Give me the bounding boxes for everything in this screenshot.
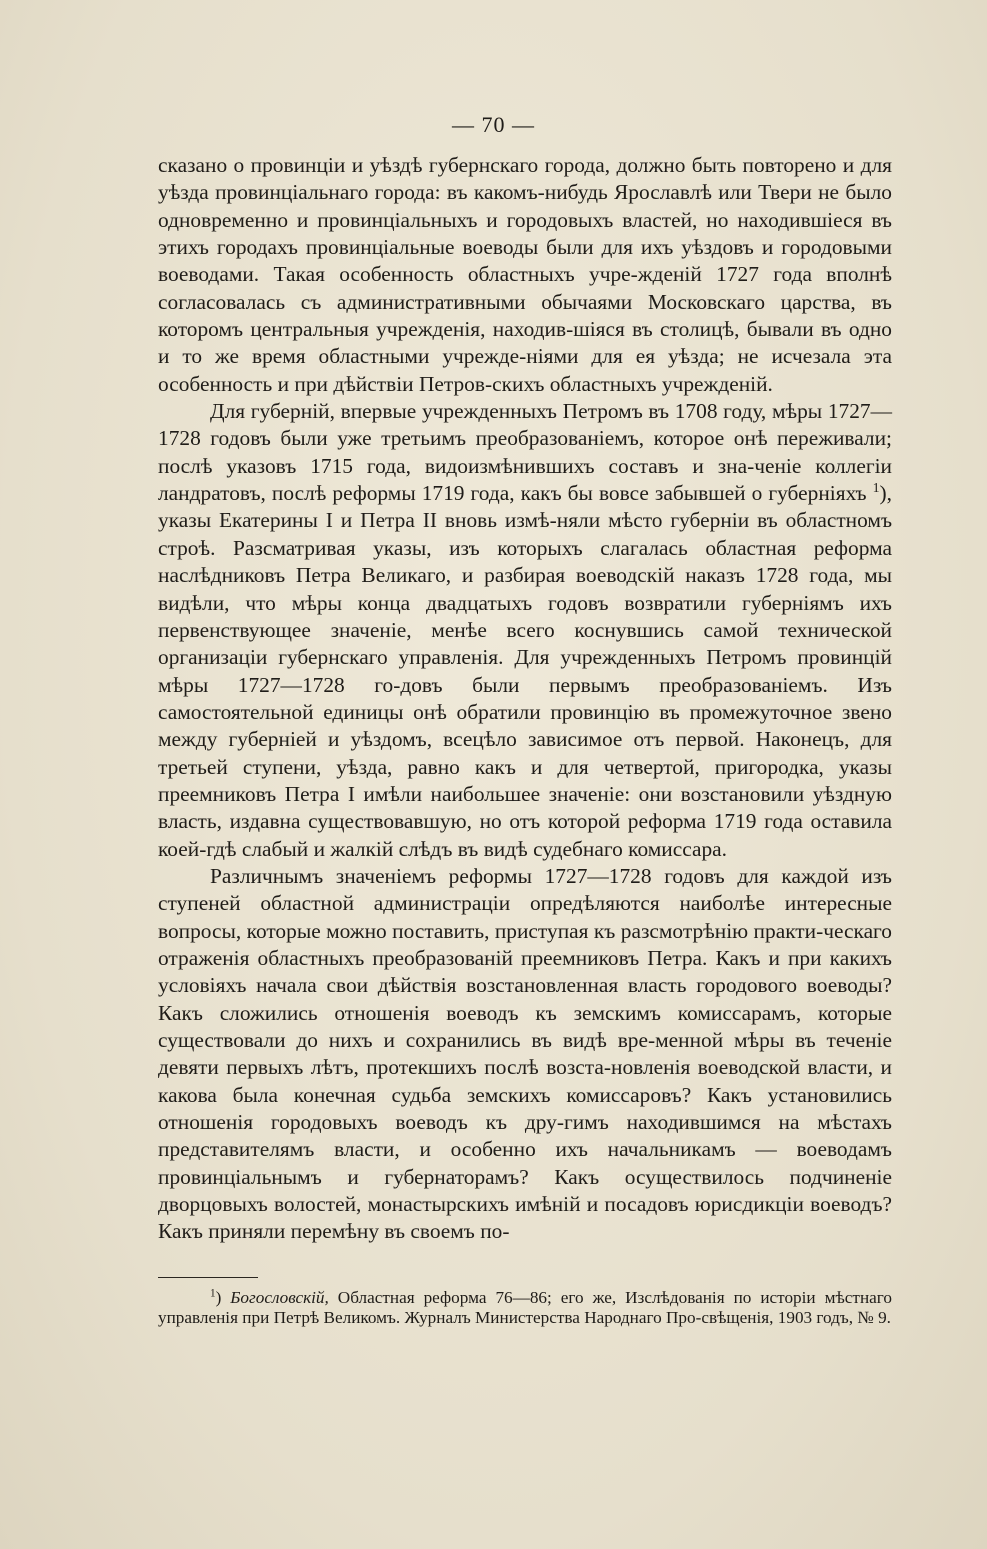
paragraph-2-part-b: ), указы Екатерины I и Петра II вновь измѣ-няли мѣсто губерніи въ областномъ строѣ. Разсматривая указы, изъ которыхъ слагалась областная реформа наслѣдниковъ Петра Великаго, и разбирая воеводскій наказъ 1728 года, мы видѣли, что мѣры конца двадцатыхъ годовъ возвратили губерніямъ ихъ первенствующее значеніе, менѣе всего коснувшись самой технической организаціи губернскаго управленія. Для учрежденныхъ Петромъ провинцій мѣры 1727—1728 го-довъ были первымъ преобразованіемъ. Изъ самостоятельной единицы онѣ обратили провинцію въ промежуточное звено между губерніей и уѣздомъ, всецѣло зависимое отъ первой. Наконецъ, для третьей ступени, уѣзда, равно какъ и для четвертой, пригородка, указы преемниковъ Петра I имѣли наибольшее значеніе: они возстановили уѣздную власть, издавна существовавшую, но отъ которой реформа 1719 года оставила коей-гдѣ слабый и жалкій слѣдъ въ видѣ судебнаго комиссара.: [158, 481, 892, 861]
paragraph-3: Различнымъ значеніемъ реформы 1727—1728 годовъ для каждой изъ ступеней областной администраціи опредѣляются наиболѣе интересные вопросы, которые можно поставить, приступая къ разсмотрѣнію практи-ческаго отраженія областныхъ преобразованій преемниковъ Петра. Какъ и при какихъ условіяхъ начала свои дѣйствія возстановленная власть городового воеводы? Какъ сложились отношенія воеводъ къ земскимъ комиссарамъ, которые существовали до нихъ и сохранились въ видѣ вре-менной мѣры въ теченіе девяти первыхъ лѣтъ, протекшихъ послѣ возста-новленія воеводской власти, и какова была конечная судьба земскихъ комиссаровъ? Какъ установились отношенія городовыхъ воеводъ къ дру-гимъ находившимся на мѣстахъ представителямъ власти, и особенно ихъ начальникамъ — воеводамъ провинціальнымъ и губернаторамъ? Какъ осуществилось подчиненіе дворцовыхъ волостей, монастырскихъ имѣній и посадовъ юрисдикціи воеводъ? Какъ приняли перемѣну въ своемъ по-: [158, 863, 892, 1244]
paragraph-2-part-a: Для губерній, впервые учрежденныхъ Петромъ въ 1708 году, мѣры 1727—1728 годовъ были уже третьимъ преобразованіемъ, которое онѣ переживали; послѣ указовъ 1715 года, видоизмѣнившихъ составъ и зна-ченіе коллегіи ландратовъ, послѣ реформы 1719 года, какъ бы вовсе забывшей о губерніяхъ: [158, 399, 892, 506]
footnote-reference[interactable]: 1: [872, 481, 880, 496]
footnote-marker: 1: [210, 1287, 216, 1300]
footnote-author: Богословскій,: [230, 1288, 329, 1307]
footnote-1: $^1$) Богословскій, Областная реформа 76—86; его же, Изслѣдованія по исторіи мѣстнаго управленія при Петрѣ Великомъ. Журналъ Министерства Народнаго Про-свѣщенія, 1903 годъ, № 9.: [158, 1287, 892, 1327]
footnotes: [158, 1288, 892, 1328]
footnote-divider: [158, 1277, 258, 1278]
main-text: [158, 152, 892, 1246]
page-number: — 70 —: [452, 112, 535, 137]
paragraph-2: [158, 398, 892, 863]
footnote-text: Областная реформа 76—86; его же, Изслѣдованія по исторіи мѣстнаго управленія при Петрѣ Великомъ. Журналъ Министерства Народнаго Про-свѣщенія, 1903 годъ, № 9.: [158, 1288, 892, 1327]
paragraph-1: сказано о провинціи и уѣздѣ губернскаго города, должно быть повторено и для уѣзда провинціальнаго города: въ какомъ-нибудь Ярославлѣ или Твери не было одновременно и провинціальныхъ и городовыхъ властей, но находившіеся въ этихъ городахъ провинціальные воеводы были для ихъ уѣздовъ и городовыми воеводами. Такая особенность областныхъ учре-жденій 1727 года вполнѣ согласовалась съ административными обычаями Московскаго царства, въ которомъ центральныя учрежденія, находив-шіяся въ столицѣ, бывали въ одно и то же время областными учрежде-ніями для ея уѣзда; не исчезала эта особенность и при дѣйствіи Петров-скихъ областныхъ учрежденій.: [158, 153, 892, 396]
